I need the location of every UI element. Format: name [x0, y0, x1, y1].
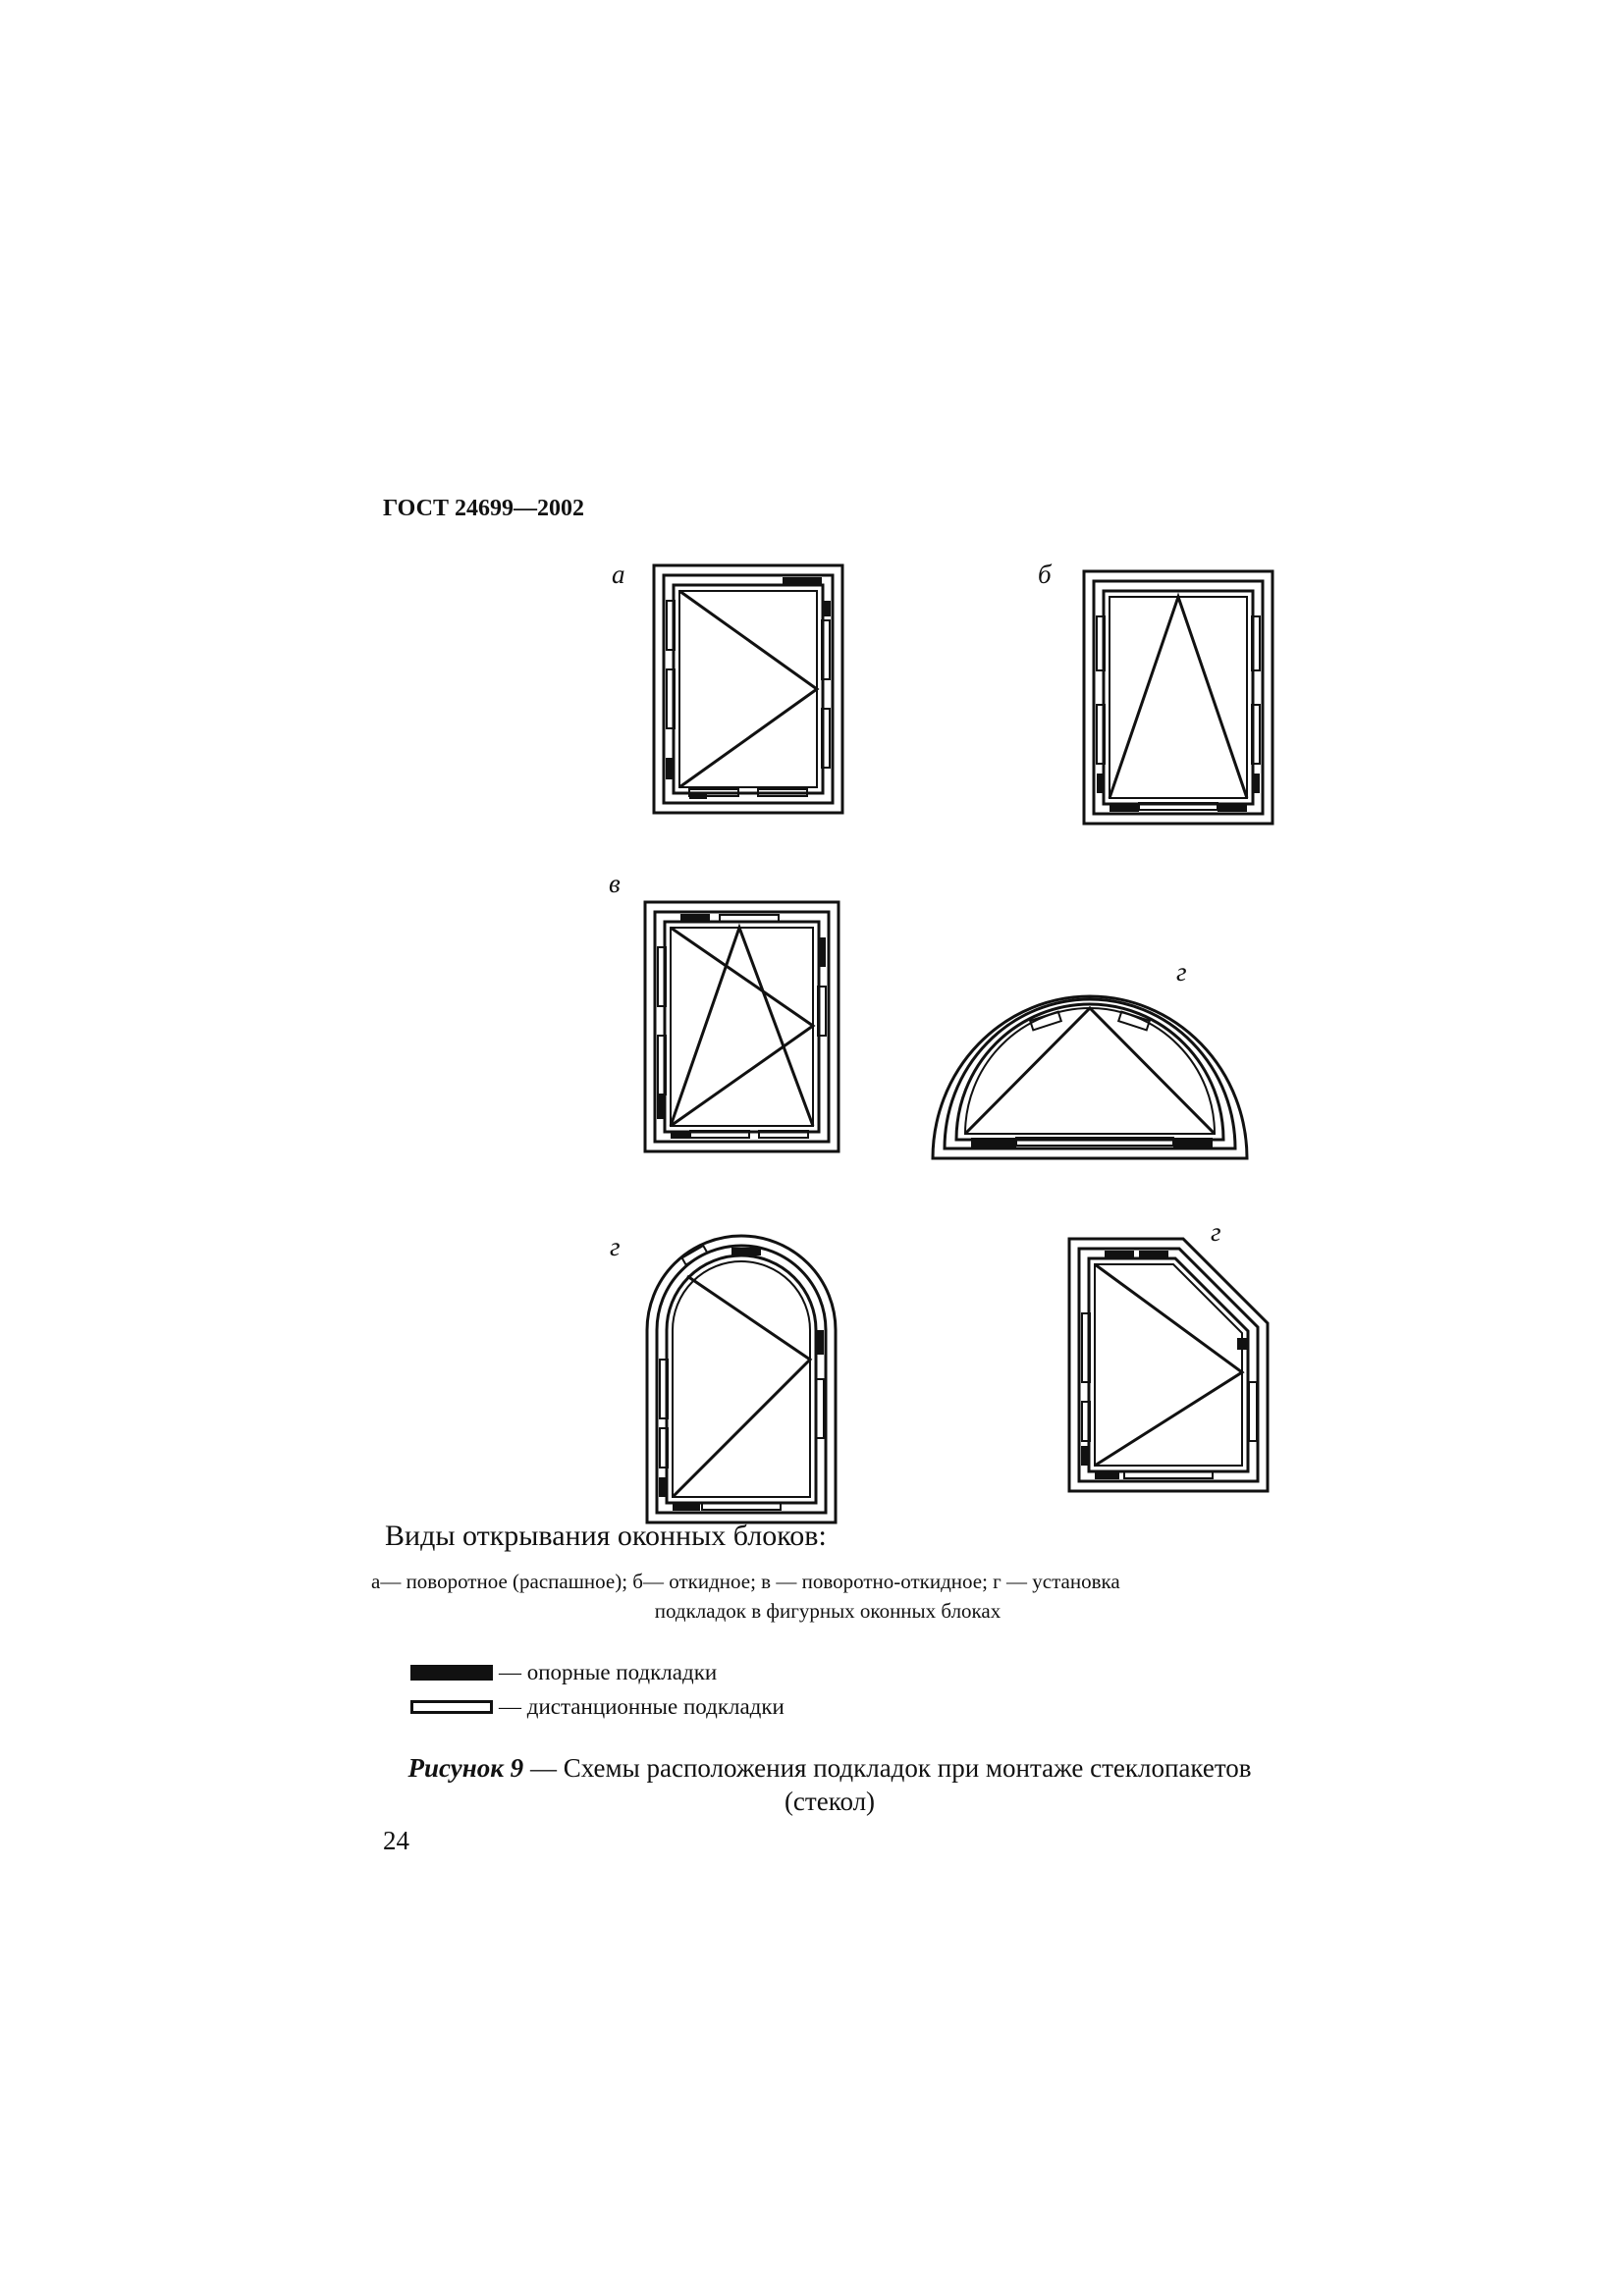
document-header: ГОСТ 24699—2002 — [383, 496, 584, 521]
legend-description — [371, 1567, 1284, 1626]
figure-label-g-cut-corner: г — [1211, 1217, 1221, 1247]
figure-label-g-arched: г — [610, 1232, 621, 1261]
figure-g-arched-window — [643, 1232, 839, 1526]
legend-key-hollow-text: — дистанционные подкладки — [499, 1694, 785, 1719]
figure-label-a: а — [612, 560, 625, 589]
caption-text: — Схемы расположения подкладок при монтаже стеклопакетов — [523, 1753, 1252, 1783]
figure-g-semicircular-window — [928, 977, 1252, 1173]
legend-description-line-2: подкладок в фигурных оконных блоках — [654, 1599, 1001, 1623]
caption-label: Рисунок 9 — [407, 1753, 524, 1783]
figure-caption — [373, 1751, 1286, 1818]
caption-text-line-2: (стекол) — [784, 1787, 876, 1816]
figure-label-g-semicircle: г — [1176, 957, 1187, 987]
page-number: 24 — [383, 1826, 409, 1855]
legend-title: Виды открывания оконных блоков: — [385, 1520, 827, 1552]
figure-a-pivot-window — [650, 561, 846, 817]
legend-description-line-1: а— поворотное (распашное); б— откидное; в — поворотно-откидное; г — установка — [371, 1570, 1120, 1593]
solid-pad-swatch — [410, 1665, 493, 1681]
legend-key-spacer-pads — [410, 1694, 785, 1720]
figure-v-tilt-turn-window — [641, 898, 842, 1155]
figure-label-v: в — [609, 869, 621, 898]
figure-label-b: б — [1038, 560, 1052, 589]
figure-b-tilt-window — [1080, 567, 1276, 828]
figure-g-cut-corner-window — [1065, 1235, 1272, 1495]
legend-key-support-pads — [410, 1660, 717, 1685]
hollow-pad-swatch — [410, 1700, 493, 1714]
legend-key-solid-text: — опорные подкладки — [499, 1660, 718, 1684]
